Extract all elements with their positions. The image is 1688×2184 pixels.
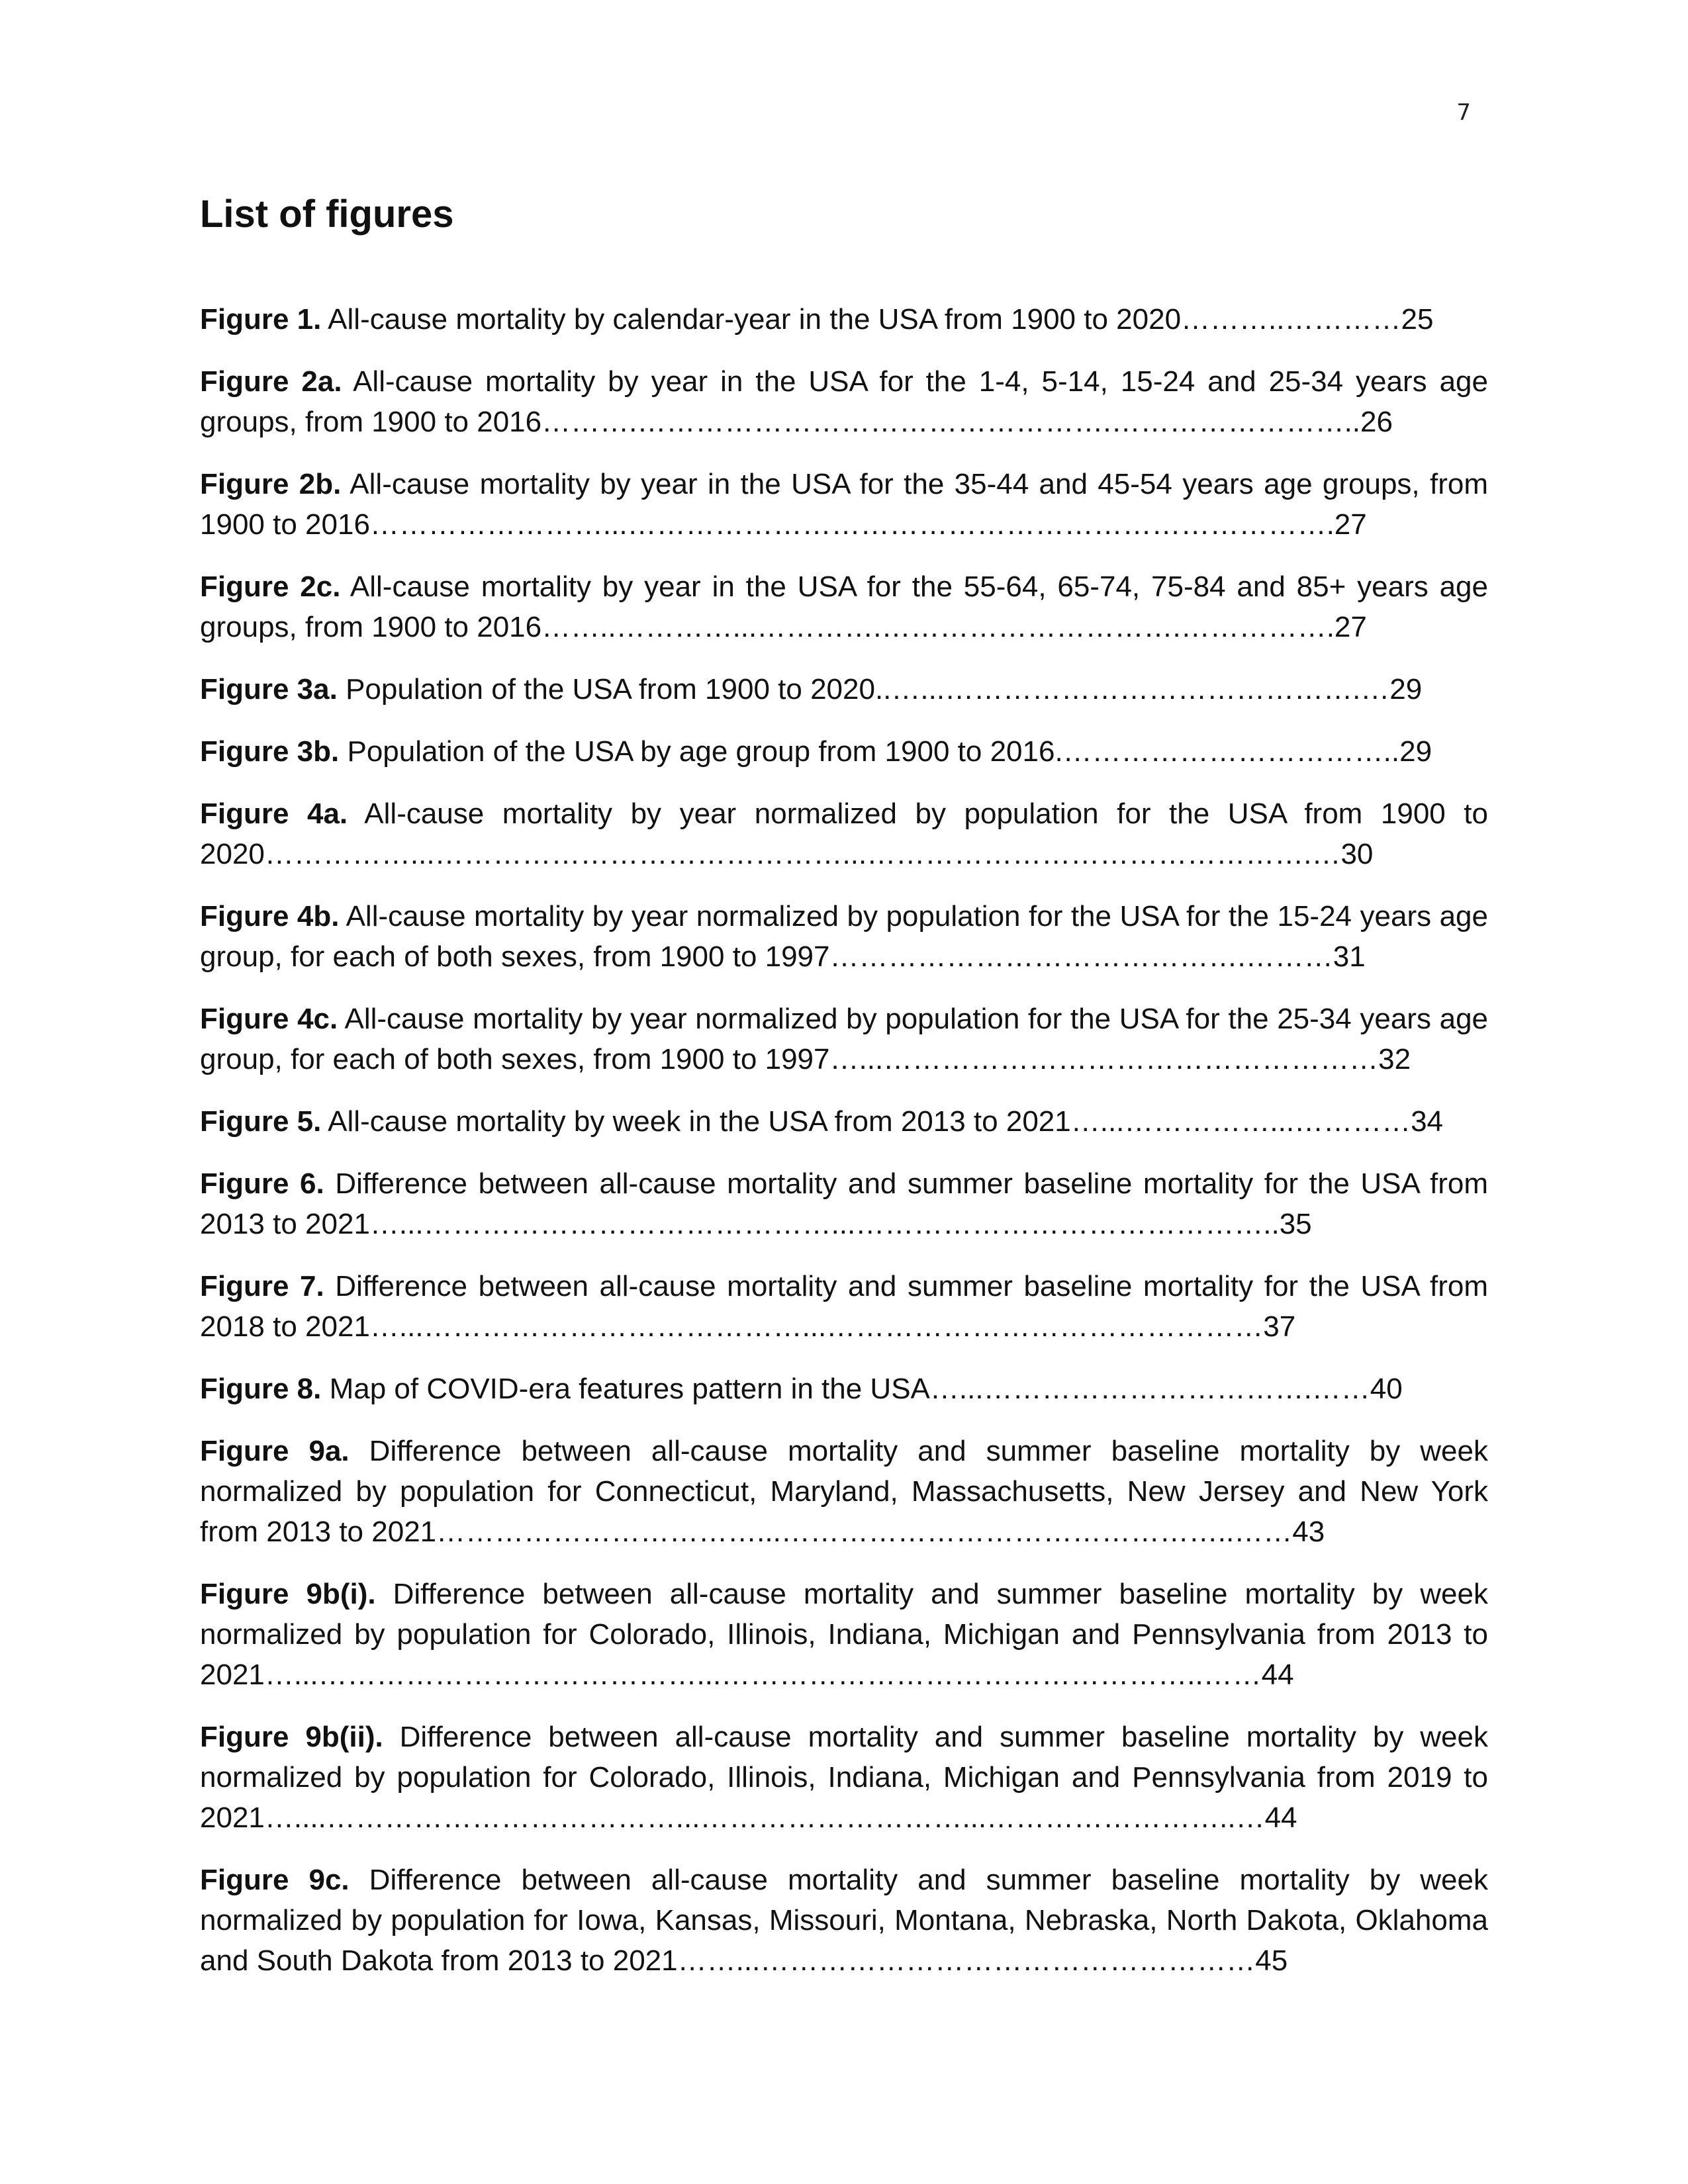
figure-label: Figure 3a. — [200, 673, 338, 705]
figure-description: Difference between all-cause mortality and summer baseline mortality by week normalized by population for Iowa, Kansas, Missouri, Montana, Nebraska, North Dakota, Oklahoma and South Dakota from 2013 to 2021……...……………………………………………45 — [200, 1864, 1489, 1977]
figure-entry-2a — [200, 361, 1488, 442]
figure-label: Figure 7. — [200, 1270, 324, 1302]
figure-label: Figure 2c. — [200, 570, 341, 603]
figure-description: All-cause mortality by week in the USA from 2013 to 2021…...……………...…………34 — [321, 1105, 1444, 1138]
figure-entry-7 — [200, 1266, 1488, 1347]
figure-description: All-cause mortality by calendar-year in the USA from 1900 to 2020………..…………25 — [321, 303, 1434, 336]
figure-entry-3a — [200, 669, 1488, 709]
figure-list — [200, 299, 1488, 2003]
figure-label: Figure 1. — [200, 303, 322, 336]
figure-entry-5 — [200, 1101, 1488, 1142]
figure-description: Population of the USA from 1900 to 2020..…...…………………………………….…29 — [337, 673, 1423, 705]
figure-description: All-cause mortality by year in the USA for the 35-44 and 45-54 years age groups, from 1900 to 2016……………………...……………………………………………………………….27 — [200, 468, 1489, 541]
figure-entry-4a — [200, 794, 1488, 874]
figure-description: Difference between all-cause mortality and summer baseline mortality for the USA from 2018 to 2021…...…………………………………...………………………………………37 — [200, 1270, 1488, 1343]
figure-entry-2b — [200, 464, 1488, 545]
figure-entry-9b-ii — [200, 1717, 1488, 1838]
figure-entry-4c — [200, 999, 1488, 1079]
figure-entry-9a — [200, 1431, 1488, 1552]
figure-description: All-cause mortality by year normalized by population for the USA for the 15-24 years age group, for each of both sexes, from 1900 to 1997…………………………………….………31 — [200, 900, 1489, 973]
figure-description: Difference between all-cause mortality and summer baseline mortality by week normalized by population for Colorado, Illinois, Indiana, Michigan and Pennsylvania from 2019 to 2021…....………………………………...………………………...……………………..…44 — [200, 1721, 1488, 1834]
figure-label: Figure 4a. — [200, 797, 348, 830]
figure-label: Figure 9b(ii). — [200, 1721, 383, 1753]
figure-description: All-cause mortality by year normalized by population for the USA from 1900 to 2020……………...……………………………………...……………………………………….…30 — [200, 797, 1489, 870]
figure-label: Figure 4c. — [200, 1003, 338, 1035]
figure-entry-8 — [200, 1369, 1488, 1409]
figure-label: Figure 6. — [200, 1167, 324, 1200]
figure-entry-3b — [200, 731, 1488, 772]
figure-label: Figure 2a. — [200, 365, 342, 398]
page-title: List of figures — [200, 193, 454, 236]
figure-entry-2c — [200, 567, 1488, 647]
figure-label: Figure 9c. — [200, 1864, 350, 1896]
figure-label: Figure 5. — [200, 1105, 322, 1138]
figure-description: All-cause mortality by year in the USA for the 1-4, 5-14, 15-24 and 25-34 years age groups, from 1900 to 2016……….………………………………………….……………………..26 — [200, 365, 1488, 438]
figure-description: Population of the USA by age group from 1900 to 2016.……………………………..29 — [339, 735, 1432, 768]
figure-label: Figure 9a. — [200, 1435, 350, 1467]
figure-label: Figure 4b. — [200, 900, 340, 933]
figure-label: Figure 3b. — [200, 735, 340, 768]
figure-description: Map of COVID-era features pattern in the USA…...…………………………….……40 — [321, 1373, 1403, 1405]
figure-description: Difference between all-cause mortality and summer baseline mortality for the USA from 2013 to 2021…...……………………………………...……………………………………..35 — [200, 1167, 1488, 1240]
figure-label: Figure 9b(i). — [200, 1578, 376, 1610]
figure-description: Difference between all-cause mortality and summer baseline mortality by week normalized by population for Connecticut, Maryland, Massachusetts, New Jersey and New York from 2013 to 2021……………………………...………………………………………..……43 — [200, 1435, 1489, 1548]
figure-entry-9c — [200, 1860, 1488, 1981]
figure-label: Figure 2b. — [200, 468, 342, 500]
figure-description: All-cause mortality by year in the USA for the 55-64, 65-74, 75-84 and 85+ years age groups, from 1900 to 2016……..…………...………….………………………….…………….27 — [200, 570, 1488, 643]
page-number: 7 — [1456, 99, 1471, 126]
figure-entry-9b-i — [200, 1574, 1488, 1695]
figure-entry-1 — [200, 299, 1488, 340]
figure-entry-6 — [200, 1163, 1488, 1244]
figure-label: Figure 8. — [200, 1373, 322, 1405]
figure-description: All-cause mortality by year normalized by population for the USA for the 25-34 years age group, for each of both sexes, from 1900 to 1997…...……………………………………………32 — [200, 1003, 1489, 1075]
figure-description: Difference between all-cause mortality and summer baseline mortality by week normalized by population for Colorado, Illinois, Indiana, Michigan and Pennsylvania from 2013 to 2021…...…………………………………...…………………………………………..……44 — [200, 1578, 1488, 1691]
figure-entry-4b — [200, 896, 1488, 977]
